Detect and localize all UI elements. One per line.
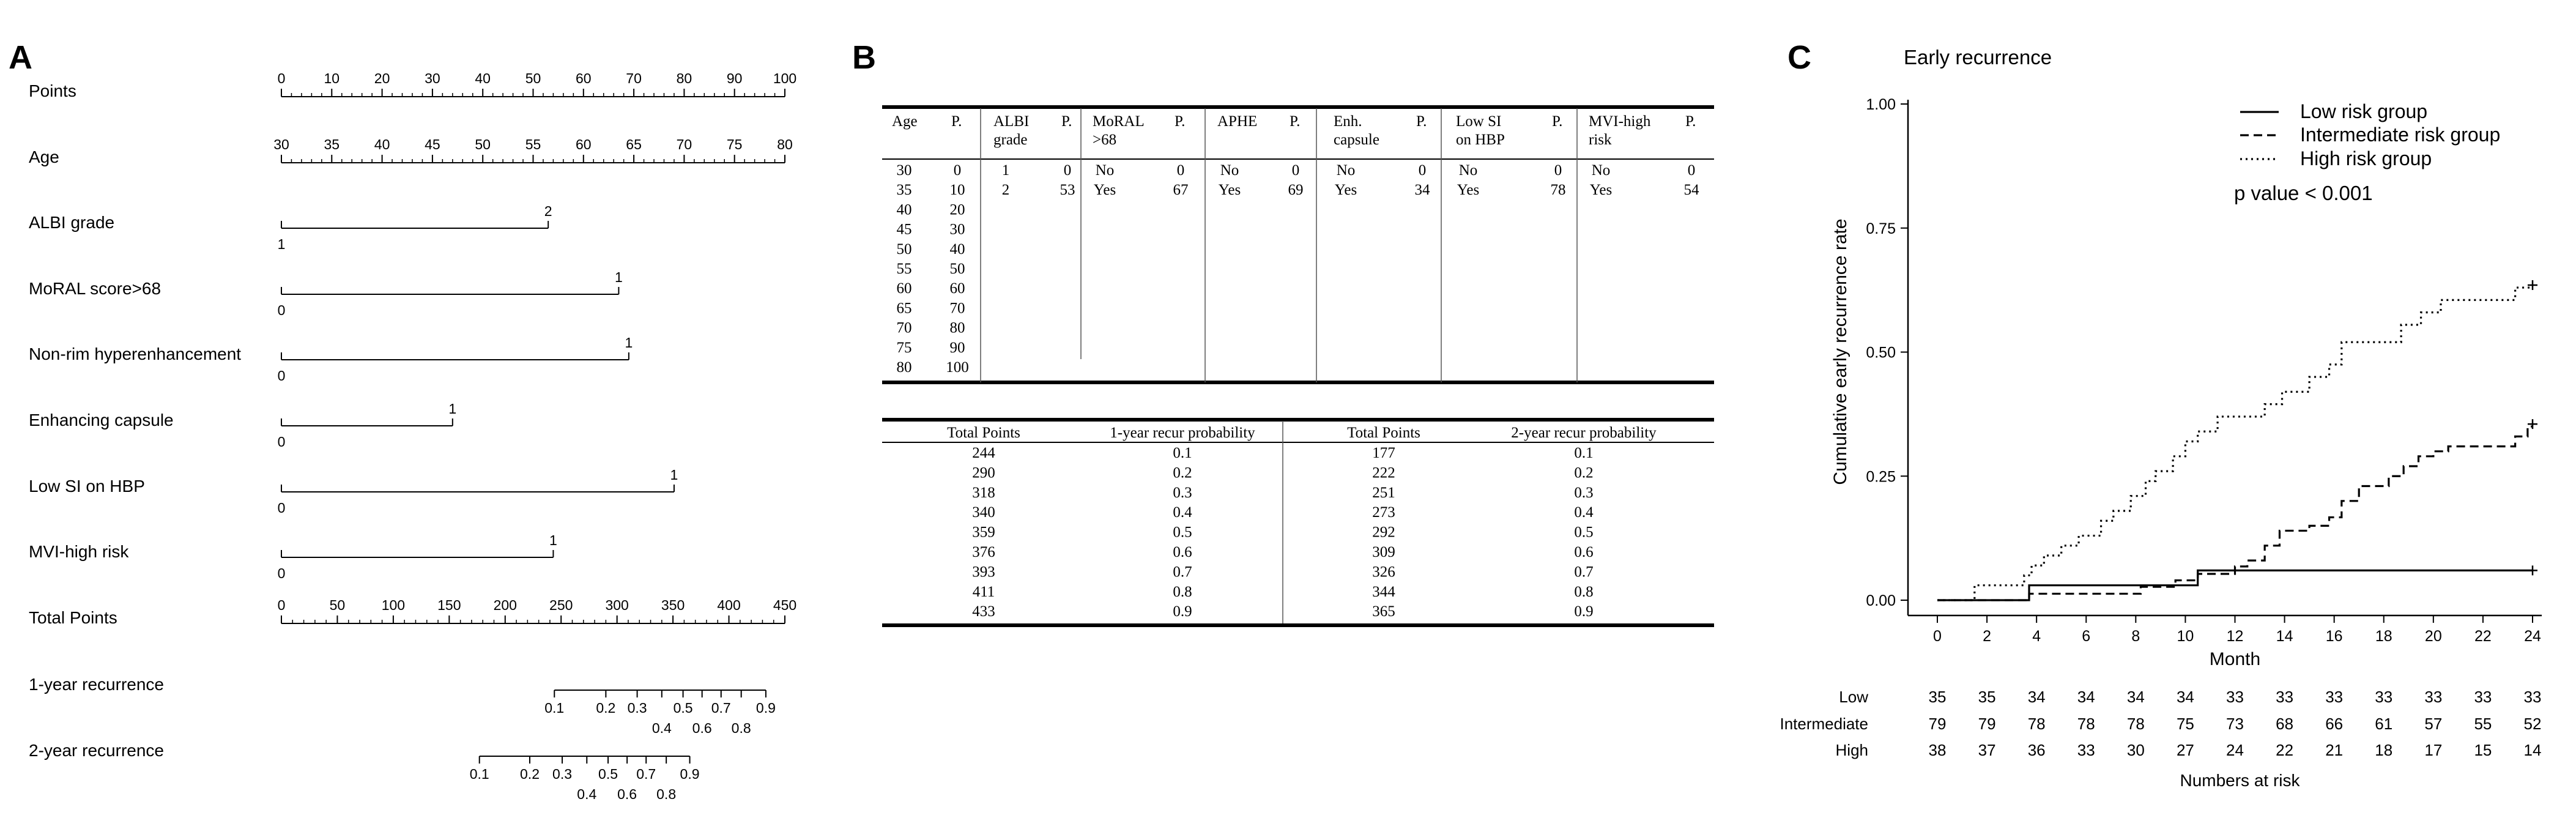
probability-label: 0.2 [596,700,616,716]
bar-start-label: 0 [277,500,286,516]
probability-table-cell: 0.1 [1173,445,1192,461]
risk-table-cell: 33 [2325,688,2344,706]
probability-table-cell: 309 [1372,544,1395,560]
panel-label-c: C [1787,39,1811,76]
probability-label: 0.4 [577,786,597,802]
points-table-cell: 0 [1418,162,1427,179]
probability-table-cell: 376 [972,544,995,560]
probability-label: 0.9 [680,766,700,782]
points-table-cell: 0 [1687,162,1696,179]
points-table-cell: 50 [896,240,912,258]
km-panel [1780,39,2542,790]
nomogram-row-label: Non-rim hyperenhancement [29,344,242,363]
points-table-cell: No [1220,162,1239,179]
nomogram [29,70,796,802]
probability-table-cell: 0.5 [1173,524,1192,541]
points-table-header: P. [951,113,962,130]
points-table-cell: No [1095,162,1115,179]
probability-table-cell: 0.3 [1173,484,1192,501]
points-table-cell: 40 [949,240,965,258]
nomogram-row [29,741,700,802]
x-axis-label: Month [2209,649,2261,669]
tick-label: 100 [381,597,406,613]
risk-table-row-label: Low [1839,688,1868,706]
risk-table-cell: 33 [2276,688,2294,706]
bar-end-label: 1 [625,335,633,351]
tick-label: 250 [549,597,573,613]
points-table-cell: 10 [949,182,965,199]
points-table-cell: 0 [1176,162,1185,179]
risk-table-cell: 34 [2027,688,2046,706]
points-table-cell: 55 [896,261,912,277]
points-table-group [892,113,969,376]
probability-table-cell: 318 [972,484,995,501]
probability-table [882,420,1714,625]
nomogram-row-label: 2-year recurrence [29,741,164,760]
tick-label: 50 [525,70,541,86]
points-table-cell: No [1591,162,1611,179]
points-table-header: APHE [1217,113,1258,130]
points-table-cell: 60 [896,280,912,297]
probability-label: 0.6 [617,786,637,802]
risk-table-cell: 33 [2474,688,2492,706]
risk-table-cell: 78 [2126,715,2145,733]
km-chart [1780,96,2542,790]
points-table-header: P. [1061,113,1072,130]
risk-table-cell: 78 [2027,715,2046,733]
bar-start-label: 0 [277,302,286,318]
points-table-cell: 20 [949,201,965,218]
bar-end-label: 2 [544,203,552,219]
points-table-cell: 0 [1063,162,1072,179]
tick-label: 80 [676,70,692,86]
tick-label: 400 [717,597,741,613]
risk-table-cell: 17 [2424,741,2443,759]
chart-title: Early recurrence [1904,46,2052,69]
points-table-cell: 30 [949,221,965,238]
y-tick-label: 0.75 [1866,220,1896,237]
risk-table-cell: 38 [1928,741,1947,759]
points-table-header: P. [1175,113,1186,130]
probability-table-cell: 0.9 [1173,603,1192,620]
nomogram-row [29,335,633,384]
tick-label: 65 [626,136,642,152]
probability-table-cell: 251 [1372,484,1395,501]
tick-label: 10 [324,70,340,86]
points-table-cell: 54 [1683,182,1699,199]
probability-table-cell: 244 [972,445,995,461]
tick-label: 35 [324,136,340,152]
risk-table-cell: 61 [2375,715,2393,733]
nomogram-row [29,70,796,100]
probability-table-cell: 0.7 [1173,563,1192,581]
points-table-cell: No [1458,162,1478,179]
probability-table-header: Total Points [947,425,1020,441]
risk-table-cell: 35 [1928,688,1947,706]
risk-table-cell: 14 [2523,741,2542,759]
tick-label: 40 [475,70,491,86]
probability-label: 0.6 [692,720,712,736]
risk-table-cell: 30 [2126,741,2145,759]
probability-table-cell: 340 [972,504,995,521]
points-table-header: P. [1552,113,1563,130]
probability-table-cell: 177 [1372,445,1395,461]
probability-table-cell: 0.4 [1574,504,1594,521]
y-tick-label: 0.00 [1866,592,1896,609]
probability-table-cell: 222 [1372,464,1395,481]
points-table-cell: 100 [946,359,969,376]
points-table-header: P. [1685,113,1696,130]
risk-table-cell: 34 [2176,688,2194,706]
probability-table-cell: 0.2 [1173,464,1192,481]
points-table-group [1217,113,1304,198]
points-table-cell: 50 [949,261,965,277]
risk-table-title: Numbers at risk [2180,771,2300,790]
nomogram-row [29,203,552,252]
x-tick-label: 18 [2375,628,2392,645]
y-tick-label: 0.50 [1866,344,1896,362]
tick-label: 60 [576,136,592,152]
points-table-cell: 60 [949,280,965,297]
probability-table-cell: 0.8 [1574,583,1594,600]
nomogram-row [29,467,678,516]
risk-table-cell: 75 [2176,715,2194,733]
risk-table-cell: 33 [2077,741,2095,759]
probability-label: 0.4 [651,720,672,736]
x-tick-label: 10 [2177,628,2194,645]
probability-label: 0.8 [656,786,677,802]
probability-label: 0.2 [520,766,540,782]
bar-end-label: 1 [448,401,457,417]
nomogram-row-label: Age [29,147,59,166]
risk-table-cell: 36 [2027,741,2046,759]
probability-table-cell: 411 [972,583,995,600]
risk-table-cell: 22 [2276,741,2294,759]
x-tick-label: 0 [1933,628,1942,645]
probability-table-cell: 433 [972,603,995,620]
km-series-line [1937,426,2533,600]
points-table-cell: 65 [896,300,912,317]
points-table-cell: Yes [1334,182,1357,199]
probability-table-cell: 0.6 [1574,544,1594,560]
risk-table-cell: 34 [2077,688,2095,706]
nomogram-row-label: ALBI grade [29,213,115,232]
x-tick-label: 24 [2524,628,2541,645]
risk-table-cell: 15 [2474,741,2492,759]
tick-label: 150 [437,597,461,613]
points-table-cell: 75 [896,339,912,356]
points-table-header: Age [892,113,918,130]
x-tick-label: 14 [2276,628,2293,645]
nomogram-row-label: MVI-high risk [29,542,129,561]
km-series-line [1937,570,2533,600]
probability-table-header: Total Points [1347,425,1420,441]
risk-table-cell: 79 [1978,715,1996,733]
risk-table-cell: 27 [2176,741,2194,759]
nomogram-row [29,269,623,318]
points-table-cell: 80 [896,359,912,376]
risk-table-cell: 21 [2325,741,2344,759]
nomogram-row-label: Low SI on HBP [29,477,145,496]
tick-label: 50 [329,597,346,613]
points-table-header: ALBI grade [993,113,1030,148]
risk-table-row-label: Intermediate [1780,715,1868,733]
bar-end-label: 1 [670,467,678,483]
points-table-cell: 40 [896,201,912,218]
points-table-header: MVI-high risk [1589,113,1651,148]
x-tick-label: 4 [2032,628,2041,645]
probability-table-cell: 292 [1372,524,1395,541]
x-tick-label: 20 [2424,628,2442,645]
bar-start-label: 1 [277,236,286,252]
points-table-group [993,113,1075,198]
points-table-group [1334,113,1430,198]
probability-table-cell: 0.8 [1173,583,1192,600]
nomogram-row [29,136,793,166]
risk-table-cell: 18 [2375,741,2393,759]
nomogram-row [29,532,557,581]
bar-end-label: 1 [549,532,557,548]
points-table-cell: 34 [1414,182,1430,199]
tick-label: 30 [425,70,440,86]
probability-label: 0.3 [552,766,573,782]
probability-label: 0.1 [544,700,565,716]
probability-table-header: 1-year recur probability [1110,425,1255,441]
probability-label: 0.8 [731,720,751,736]
nomogram-row-label: Enhancing capsule [29,411,174,429]
risk-table-cell: 79 [1928,715,1947,733]
points-table-cell: No [1336,162,1356,179]
probability-label: 0.3 [627,700,647,716]
risk-table-cell: 66 [2325,715,2344,733]
censor-mark [2528,565,2537,575]
points-table-cell: 35 [896,182,912,199]
probability-table-cell: 290 [972,464,995,481]
probability-table-cell: 344 [1372,583,1395,600]
tables-panel [852,39,1714,625]
probability-table-cell: 273 [1372,504,1395,521]
tick-label: 70 [626,70,642,86]
points-table-cell: Yes [1457,182,1480,199]
bar-start-label: 0 [277,434,286,450]
probability-label: 0.7 [636,766,656,782]
legend-label: High risk group [2300,147,2432,169]
risk-table-cell: 52 [2523,715,2542,733]
bar-start-label: 0 [277,368,286,384]
y-tick-label: 1.00 [1866,96,1896,113]
tick-label: 350 [661,597,685,613]
nomogram-row-label: Total Points [29,608,117,627]
points-table-cell: Yes [1093,182,1116,199]
points-table-header: MoRAL >68 [1093,113,1145,148]
probability-label: 0.7 [711,700,731,716]
probability-table-cell: 0.6 [1173,544,1192,560]
panel-label-b: B [852,39,876,76]
bar-end-label: 1 [615,269,623,285]
tick-label: 75 [726,136,743,152]
points-table-cell: 70 [949,300,965,317]
points-table-cell: 0 [1291,162,1300,179]
probability-table-cell: 365 [1372,603,1395,620]
points-table-cell: 1 [1001,162,1010,179]
risk-table-cell: 37 [1978,741,1996,759]
risk-table-cell: 33 [2424,688,2443,706]
nomogram-row [29,675,776,736]
x-tick-label: 22 [2474,628,2492,645]
probability-table-cell: 0.5 [1574,524,1594,541]
tick-label: 100 [773,70,797,86]
points-table-cell: 80 [949,319,965,336]
points-table-cell: 30 [896,162,912,179]
probability-table-header: 2-year recur probability [1511,425,1657,441]
tick-label: 0 [277,70,286,86]
points-table-cell: 0 [953,162,962,179]
points-table-cell: 2 [1001,182,1010,199]
y-tick-label: 0.25 [1866,468,1896,486]
nomogram-row-label: Points [29,81,76,100]
x-tick-label: 16 [2325,628,2343,645]
y-axis-label: Cumulative early recurrence rate [1830,218,1850,485]
risk-table-row-label: High [1835,741,1868,759]
risk-table-cell: 33 [2523,688,2542,706]
points-table-header: Low SI on HBP [1456,113,1505,148]
nomogram-row-label: 1-year recurrence [29,675,164,694]
probability-table-cell: 326 [1372,563,1395,581]
probability-table-cell: 0.1 [1574,445,1594,461]
points-table-group [1589,113,1699,198]
probability-table-cell: 0.7 [1574,563,1594,581]
risk-table-cell: 55 [2474,715,2492,733]
nomogram-row [29,597,796,627]
points-table-cell: 0 [1554,162,1562,179]
x-tick-label: 12 [2226,628,2244,645]
tick-label: 20 [374,70,390,86]
probability-table-cell: 359 [972,524,995,541]
points-table-cell: 78 [1550,182,1566,199]
risk-table-cell: 35 [1978,688,1996,706]
legend-label: Low risk group [2300,100,2428,122]
points-table-header: Enh. capsule [1334,113,1379,148]
tick-label: 200 [493,597,517,613]
risk-table-cell: 73 [2226,715,2244,733]
points-table-cell: 53 [1060,182,1075,199]
probability-table-cell: 0.4 [1173,504,1192,521]
probability-table-cell: 0.9 [1574,603,1594,620]
x-tick-label: 8 [2131,628,2140,645]
tick-label: 30 [273,136,289,152]
probability-label: 0.1 [469,766,489,782]
risk-table-cell: 57 [2424,715,2443,733]
tick-label: 0 [277,597,286,613]
points-table-cell: 45 [896,221,912,238]
bar-start-label: 0 [277,565,286,581]
risk-table-cell: 68 [2276,715,2294,733]
tick-label: 50 [475,136,491,152]
probability-label: 0.9 [755,700,776,716]
points-table-cell: 90 [949,339,965,356]
censor-mark [2528,419,2537,429]
p-value-annotation: p value < 0.001 [2234,182,2373,204]
tick-label: 60 [576,70,592,86]
km-series-line [1937,288,2533,600]
points-table-group [1093,113,1189,198]
tick-label: 450 [773,597,797,613]
tick-label: 80 [777,136,793,152]
probability-table-cell: 393 [972,563,995,581]
probability-table-cell: 0.3 [1574,484,1594,501]
panel-label-a: A [9,39,32,76]
points-table-header: P. [1290,113,1301,130]
points-table [882,107,1714,382]
risk-table-cell: 78 [2077,715,2095,733]
points-table-group [1456,113,1566,198]
risk-table-cell: 33 [2226,688,2244,706]
probability-label: 0.5 [598,766,618,782]
points-table-cell: Yes [1589,182,1613,199]
tick-label: 70 [676,136,692,152]
points-table-cell: 69 [1288,182,1304,199]
nomogram-row-label: MoRAL score>68 [29,279,161,298]
tick-label: 90 [726,70,743,86]
risk-table-cell: 33 [2375,688,2393,706]
points-table-cell: 70 [896,319,912,336]
tick-label: 40 [374,136,390,152]
nomogram-panel [9,39,796,802]
x-tick-label: 6 [2082,628,2091,645]
nomogram-row [29,401,456,450]
probability-label: 0.5 [673,700,693,716]
points-table-cell: 67 [1173,182,1189,199]
points-table-cell: Yes [1218,182,1241,199]
x-tick-label: 2 [1983,628,1992,645]
tick-label: 45 [425,136,440,152]
points-table-header: P. [1416,113,1427,130]
probability-table-cell: 0.2 [1574,464,1594,481]
legend-label: Intermediate risk group [2300,124,2501,146]
tick-label: 300 [605,597,629,613]
risk-table-cell: 24 [2226,741,2244,759]
tick-label: 55 [525,136,541,152]
risk-table-cell: 34 [2126,688,2145,706]
